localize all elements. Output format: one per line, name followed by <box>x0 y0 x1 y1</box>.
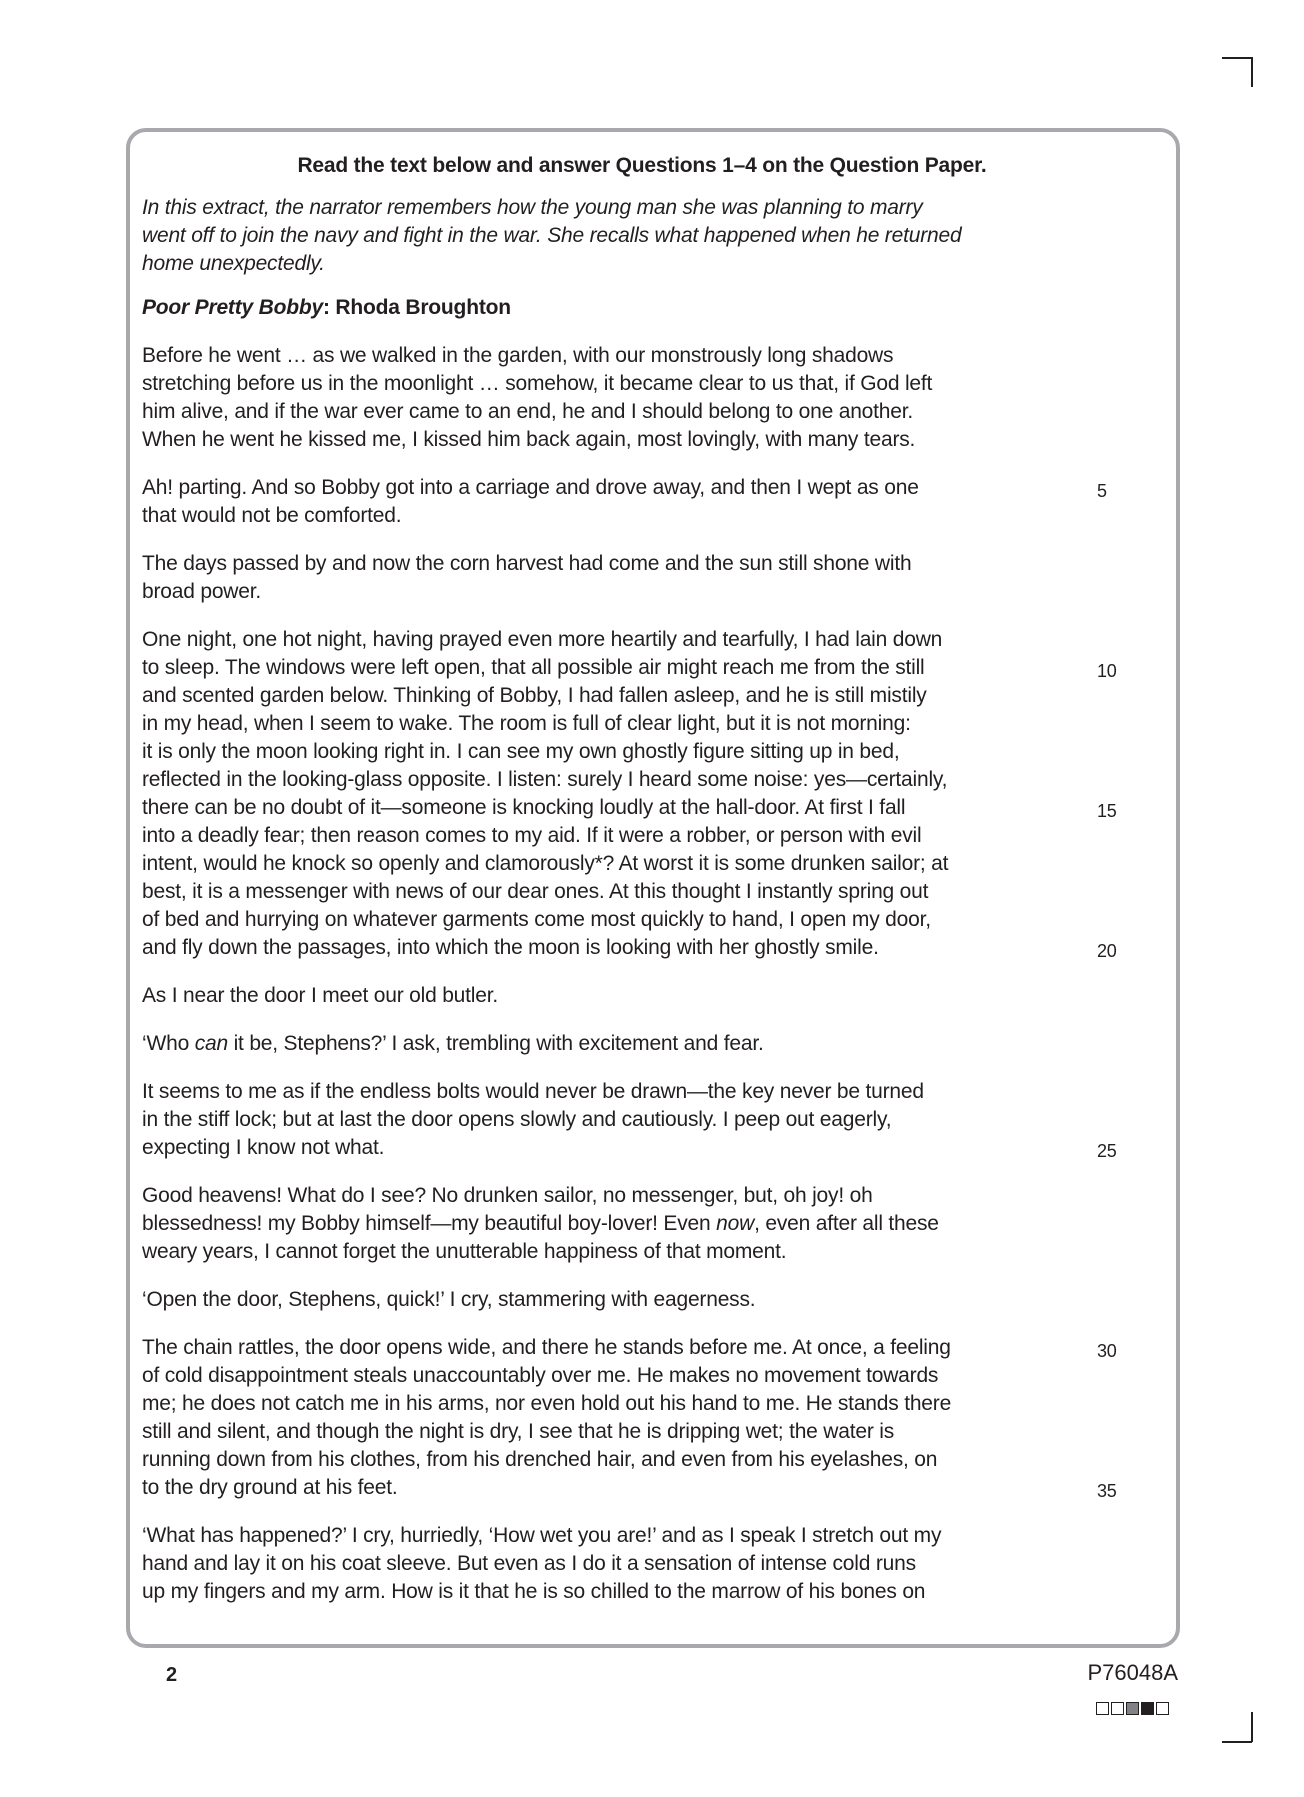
text-line <box>142 822 1057 850</box>
text-segment: and scented garden below. Thinking of Bobby, I had fallen asleep, and he is still mistily <box>142 684 927 707</box>
book-title: Poor Pretty Bobby <box>142 296 323 319</box>
barcode-box <box>1156 1702 1169 1715</box>
text-segment: weary years, I cannot forget the unutterable happiness of that moment. <box>142 1240 787 1263</box>
extract-paragraph <box>142 1078 1117 1162</box>
text-line <box>142 878 1057 906</box>
text-line <box>142 1334 1117 1362</box>
extract-content <box>142 152 1117 1626</box>
text-segment: blessedness! my Bobby himself—my beautiful boy-lover! Even <box>142 1212 717 1235</box>
text-line <box>142 426 1057 454</box>
text-segment: that would not be comforted. <box>142 504 402 527</box>
line-number: 15 <box>1097 801 1117 821</box>
extract-paragraph <box>142 1182 1057 1266</box>
text-line <box>142 626 1057 654</box>
text-line <box>142 1182 1057 1210</box>
line-number: 5 <box>1097 481 1107 501</box>
text-segment: Before he went … as we walked in the garden, with our monstrously long shadows <box>142 344 894 367</box>
extract-paragraph <box>142 474 1107 530</box>
paper-code: P76048A <box>1087 1660 1178 1685</box>
text-line <box>142 766 1057 794</box>
text-line <box>142 1286 1057 1314</box>
intro-line: home unexpectedly. <box>142 252 325 275</box>
text-line <box>142 370 1057 398</box>
extract-paragraph <box>142 342 1057 454</box>
barcode-box <box>1111 1702 1124 1715</box>
text-line <box>142 850 1057 878</box>
text-segment: stretching before us in the moonlight … somehow, it became clear to us that, if God left <box>142 372 933 395</box>
barcode-box <box>1126 1702 1139 1715</box>
page-number: 2 <box>166 1664 178 1686</box>
text-segment: ‘What has happened?’ I cry, hurriedly, ‘How wet you are!’ and as I speak I stretch out my <box>142 1524 942 1547</box>
extract-paragraph <box>142 982 1057 1010</box>
text-line <box>142 1134 1117 1162</box>
intro-text <box>142 194 1042 278</box>
text-segment: When he went he kissed me, I kissed him back again, most lovingly, with many tears. <box>142 428 916 451</box>
text-segment: running down from his clothes, from his drenched hair, and even from his eyelashes, on <box>142 1448 938 1471</box>
text-segment: it is only the moon looking right in. I can see my own ghostly figure sitting up in bed, <box>142 740 900 763</box>
text-line <box>142 474 1107 502</box>
extract-paragraph <box>142 1030 1057 1058</box>
text-segment: , even after all these <box>754 1212 939 1235</box>
text-segment: him alive, and if the war ever came to an end, he and I should belong to one another. <box>142 400 914 423</box>
text-segment: It seems to me as if the endless bolts would never be drawn—the key never be turned <box>142 1080 924 1103</box>
source-citation <box>142 294 1102 322</box>
line-number: 25 <box>1097 1141 1117 1161</box>
text-line <box>142 1550 1057 1578</box>
text-line <box>142 1390 1057 1418</box>
text-line <box>142 906 1057 934</box>
text-segment: The days passed by and now the corn harvest had come and the sun still shone with <box>142 552 912 575</box>
text-segment: hand and lay it on his coat sleeve. But even as I do it a sensation of intense cold runs <box>142 1552 916 1575</box>
line-number: 20 <box>1097 941 1117 961</box>
extract-paragraph <box>142 1522 1057 1606</box>
text-line <box>142 1210 1057 1238</box>
extract-paragraph <box>142 550 1057 606</box>
text-line <box>142 578 1057 606</box>
text-line <box>142 502 1057 530</box>
text-segment: and fly down the passages, into which the moon is looking with her ghostly smile. <box>142 936 879 959</box>
text-segment: to sleep. The windows were left open, that all possible air might reach me from the still <box>142 656 925 679</box>
crop-mark-top-horizontal <box>1222 57 1252 59</box>
text-segment: to the dry ground at his feet. <box>142 1476 398 1499</box>
author-name: Rhoda Broughton <box>335 296 511 319</box>
text-line <box>142 794 1117 822</box>
line-number: 30 <box>1097 1341 1117 1361</box>
text-segment: in the stiff lock; but at last the door opens slowly and cautiously. I peep out eagerly, <box>142 1108 892 1131</box>
text-segment: still and silent, and though the night is dry, I see that he is dripping wet; the water is <box>142 1420 895 1443</box>
text-line <box>142 1078 1057 1106</box>
text-segment: One night, one hot night, having prayed even more heartily and tearfully, I had lain down <box>142 628 943 651</box>
text-line <box>142 1030 1057 1058</box>
extract-body <box>142 342 1117 1606</box>
crop-mark-bottom-vertical <box>1251 1712 1253 1742</box>
intro-line: In this extract, the narrator remembers how the young man she was planning to marry <box>142 196 923 219</box>
barcode-boxes <box>1096 1702 1169 1715</box>
line-number: 35 <box>1097 1481 1117 1501</box>
extract-paragraph <box>142 1334 1117 1502</box>
intro-line: went off to join the navy and fight in the war. She recalls what happened when he returned <box>142 224 962 247</box>
text-segment: there can be no doubt of it—someone is knocking loudly at the hall-door. At first I fall <box>142 796 906 819</box>
text-line <box>142 398 1057 426</box>
text-segment: As I near the door I meet our old butler. <box>142 984 499 1007</box>
text-segment: in my head, when I seem to wake. The room is full of clear light, but it is not morning: <box>142 712 911 735</box>
text-segment: ‘Open the door, Stephens, quick!’ I cry, stammering with eagerness. <box>142 1288 756 1311</box>
emphasis-word: can <box>194 1032 228 1055</box>
text-segment: best, it is a messenger with news of our dear ones. At this thought I instantly spring out <box>142 880 929 903</box>
text-line <box>142 342 1057 370</box>
text-line <box>142 738 1057 766</box>
barcode-box <box>1096 1702 1109 1715</box>
text-line <box>142 710 1057 738</box>
text-line <box>142 1578 1057 1606</box>
text-segment: of cold disappointment steals unaccountably over me. He makes no movement towards <box>142 1364 939 1387</box>
text-segment: of bed and hurrying on whatever garments come most quickly to hand, I open my door, <box>142 908 931 931</box>
text-segment: it be, Stephens?’ I ask, trembling with excitement and fear. <box>227 1032 764 1055</box>
text-line <box>142 934 1117 962</box>
text-line <box>142 1362 1057 1390</box>
text-segment: intent, would he knock so openly and clamorously*? At worst it is some drunken sailor; at <box>142 852 949 875</box>
instruction-heading: Read the text below and answer Questions 1–4 on the Question Paper. <box>297 154 987 177</box>
text-line <box>142 982 1057 1010</box>
text-line <box>142 1418 1057 1446</box>
extract-paragraph <box>142 626 1117 962</box>
text-segment: ‘Who <box>142 1032 195 1055</box>
crop-mark-top-vertical <box>1251 57 1253 87</box>
text-segment: reflected in the looking-glass opposite. I listen: surely I heard some noise: yes—certainly, <box>142 768 948 791</box>
text-segment: Good heavens! What do I see? No drunken sailor, no messenger, but, oh joy! oh <box>142 1184 873 1207</box>
extract-paragraph <box>142 1286 1057 1314</box>
text-line <box>142 1446 1057 1474</box>
text-segment: expecting I know not what. <box>142 1136 385 1159</box>
text-segment: broad power. <box>142 580 262 603</box>
crop-mark-bottom-horizontal <box>1222 1741 1252 1743</box>
text-segment: into a deadly fear; then reason comes to my aid. If it were a robber, or person with evil <box>142 824 922 847</box>
text-line <box>142 1474 1117 1502</box>
text-line <box>142 1238 1057 1266</box>
emphasis-word: now <box>716 1212 755 1235</box>
citation-separator: : <box>322 296 336 319</box>
text-line <box>142 550 1057 578</box>
text-line <box>142 1106 1057 1134</box>
text-segment: up my fingers and my arm. How is it that he is so chilled to the marrow of his bones on <box>142 1580 926 1603</box>
text-segment: The chain rattles, the door opens wide, and there he stands before me. At once, a feeling <box>142 1336 951 1359</box>
barcode-box <box>1141 1702 1154 1715</box>
text-line <box>142 654 1117 682</box>
text-line <box>142 682 1057 710</box>
text-line <box>142 1522 1057 1550</box>
text-segment: Ah! parting. And so Bobby got into a carriage and drove away, and then I wept as one <box>142 476 919 499</box>
text-segment: me; he does not catch me in his arms, nor even hold out his hand to me. He stands there <box>142 1392 952 1415</box>
line-number: 10 <box>1097 661 1117 681</box>
